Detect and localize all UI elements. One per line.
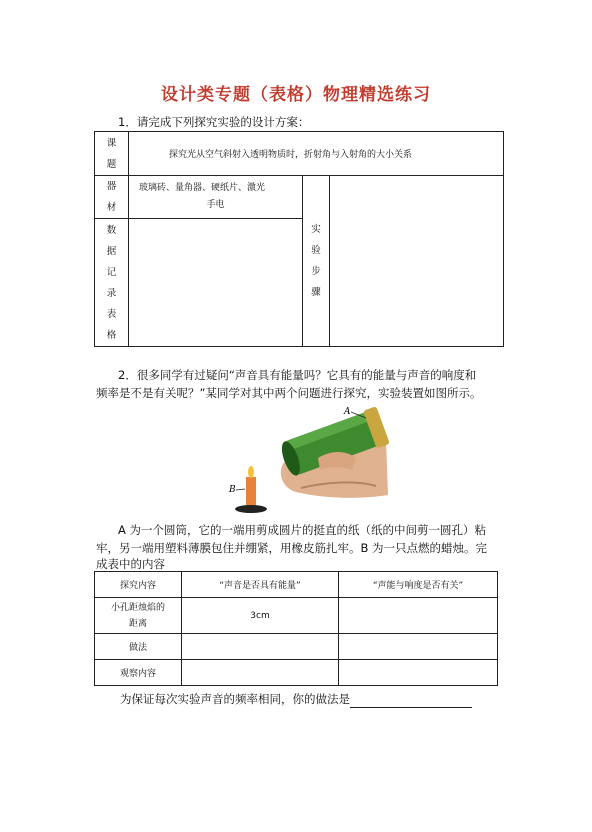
experiment-figure: [226, 400, 396, 516]
header-content: 探究内容: [95, 572, 182, 598]
record-label: 数 据 记 录 表 格: [95, 219, 129, 347]
row-observe-label: 观察内容: [95, 660, 182, 686]
final-question: 为保证每次实验声音的频率相同，你的做法是: [120, 690, 472, 708]
page-title: 设计类专题（表格）物理精选练习: [161, 85, 431, 105]
topic-label: 课 题: [95, 132, 129, 176]
label-b: B: [229, 485, 236, 495]
equipment-label: 器 材: [95, 176, 129, 219]
row-observe-answer-2[interactable]: [339, 660, 498, 686]
header-energy: “声音是否具有能量”: [182, 572, 339, 598]
answer-blank[interactable]: [350, 694, 472, 708]
steps-answer-cell[interactable]: [330, 176, 504, 347]
question-2-desc-line3: 成表中的内容: [96, 557, 165, 571]
steps-label: 实 验 步 骤: [303, 176, 330, 347]
question-2-line1: 2．很多同学有过疑问“声音具有能量吗？它具有的能量与声音的响度和: [118, 368, 477, 382]
row-distance-value: 3cm: [182, 598, 339, 634]
row-observe-answer-1[interactable]: [182, 660, 339, 686]
equipment-value: 玻璃砖、量角器、硬纸片、激光 手电: [129, 176, 303, 219]
row-method-answer-1[interactable]: [182, 634, 339, 660]
question-2-desc-line2: 牢，另一端用塑料薄膜包住并绷紧，用橡皮筋扎牢。B 为一只点燃的蜡烛。完: [96, 541, 488, 555]
label-a: A: [344, 407, 351, 417]
design-table: [94, 131, 504, 347]
record-answer-cell[interactable]: [129, 219, 303, 347]
row-method-label: 做法: [95, 634, 182, 660]
candle-body: [246, 477, 256, 507]
candle-flame: [248, 466, 254, 478]
row-distance-label: 小孔距烛焰的 距离: [95, 598, 182, 634]
candle-holder: [235, 505, 267, 513]
header-loudness: “声能与响度是否有关”: [339, 572, 498, 598]
question-1-prompt: 1．请完成下列探究实验的设计方案：: [118, 115, 310, 129]
question-2-desc-line1: A 为一个圆筒，它的一端用剪成圆片的挺直的纸（纸的中间剪一圆孔）粘: [118, 523, 487, 537]
topic-value: 探究光从空气斜射入透明物质时，折射角与入射角的大小关系: [129, 132, 504, 176]
row-distance-answer[interactable]: [339, 598, 498, 634]
experiment-table: [94, 571, 498, 686]
question-2-line2: 频率是不是有关呢？”某同学对其中两个问题进行探究，实验装置如图所示。: [96, 386, 482, 400]
row-method-answer-2[interactable]: [339, 634, 498, 660]
